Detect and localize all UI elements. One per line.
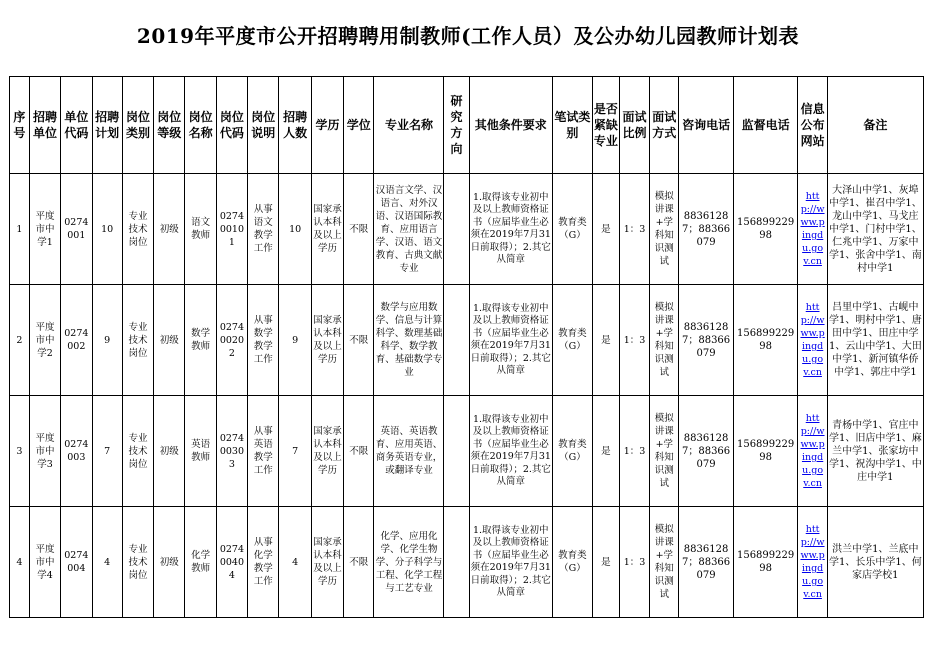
unit-cell: 平度市中学1 <box>29 174 60 285</box>
website-cell <box>798 396 827 507</box>
phone-cell: 88361287；88366079 <box>679 507 733 618</box>
column-header: 笔试类别 <box>553 77 593 174</box>
recruitment-plan-table <box>9 76 924 618</box>
desc-cell: 从事语文教学工作 <box>248 174 279 285</box>
supervise-phone-cell: 15689922998 <box>733 507 798 618</box>
column-header: 岗位说明 <box>248 77 279 174</box>
exam-type-cell: 教育类（G） <box>553 285 593 396</box>
education-cell: 国家承认本科及以上学历 <box>311 507 343 618</box>
column-header: 专业名称 <box>374 77 444 174</box>
major-cell: 汉语言文学、汉语言、对外汉语、汉语国际教育、应用语言学、汉语、语文教育、古典文献专业 <box>374 174 444 285</box>
interview-cell: 模拟讲课+学科知识测试 <box>650 174 679 285</box>
ratio-cell: 1：3 <box>619 285 649 396</box>
column-header: 岗位代码 <box>216 77 247 174</box>
website-link[interactable]: http://www.pingdu.gov.cn <box>800 413 825 489</box>
column-header: 研究方向 <box>444 77 469 174</box>
research-cell <box>444 396 469 507</box>
major-cell: 英语、英语教育、应用英语、商务英语专业，或翻译专业 <box>374 396 444 507</box>
page-title: 2019年平度市公开招聘聘用制教师(工作人员）及公办幼儿园教师计划表 <box>136 24 800 48</box>
shortage-cell: 是 <box>592 396 619 507</box>
column-header: 招聘单位 <box>29 77 60 174</box>
column-header: 学位 <box>344 77 374 174</box>
desc-cell: 从事英语教学工作 <box>248 396 279 507</box>
post-code-cell: 027400101 <box>216 174 247 285</box>
website-cell <box>798 285 827 396</box>
website-link[interactable]: http://www.pingdu.gov.cn <box>800 191 825 267</box>
column-header: 单位代码 <box>61 77 92 174</box>
phone-cell: 88361287；88366079 <box>679 396 733 507</box>
category-cell: 专业技术岗位 <box>122 507 153 618</box>
post-code-cell: 027400202 <box>216 285 247 396</box>
column-header: 岗位名称 <box>185 77 216 174</box>
table-row <box>10 507 924 618</box>
unit-code-cell: 0274002 <box>61 285 92 396</box>
exam-type-cell: 教育类（G） <box>553 174 593 285</box>
requirements-cell: 1.取得该专业初中及以上教师资格证书（应届毕业生必须在2019年7月31日前取得）；2.其它从简章 <box>469 396 553 507</box>
education-cell: 国家承认本科及以上学历 <box>311 174 343 285</box>
post-cell: 语文教师 <box>185 174 216 285</box>
column-header: 招聘人数 <box>279 77 311 174</box>
education-cell: 国家承认本科及以上学历 <box>311 396 343 507</box>
column-header: 咨询电话 <box>679 77 733 174</box>
table-row <box>10 396 924 507</box>
research-cell <box>444 174 469 285</box>
notes-cell: 洪兰中学1、兰底中学1、长乐中学1、何家店学校1 <box>827 507 923 618</box>
ratio-cell: 1：3 <box>619 507 649 618</box>
supervise-phone-cell: 15689922998 <box>733 396 798 507</box>
unit-code-cell: 0274003 <box>61 396 92 507</box>
plan-cell: 10 <box>92 174 122 285</box>
post-code-cell: 027400404 <box>216 507 247 618</box>
column-header: 序号 <box>10 77 30 174</box>
website-link[interactable]: http://www.pingdu.gov.cn <box>800 524 825 600</box>
seq-cell: 1 <box>10 174 30 285</box>
website-cell <box>798 174 827 285</box>
post-code-cell: 027400303 <box>216 396 247 507</box>
exam-type-cell: 教育类（G） <box>553 507 593 618</box>
column-header: 岗位类别 <box>122 77 153 174</box>
requirements-cell: 1.取得该专业初中及以上教师资格证书（应届毕业生必须在2019年7月31日前取得）；2.其它从简章 <box>469 174 553 285</box>
column-header: 是否紧缺专业 <box>592 77 619 174</box>
count-cell: 4 <box>279 507 311 618</box>
unit-cell: 平度市中学2 <box>29 285 60 396</box>
unit-code-cell: 0274004 <box>61 507 92 618</box>
table-row <box>10 174 924 285</box>
major-cell: 化学、应用化学、化学生物学、分子科学与工程、化学工程与工艺专业 <box>374 507 444 618</box>
count-cell: 10 <box>279 174 311 285</box>
shortage-cell: 是 <box>592 174 619 285</box>
education-cell: 国家承认本科及以上学历 <box>311 285 343 396</box>
column-header: 岗位等级 <box>154 77 185 174</box>
grade-cell: 初级 <box>154 396 185 507</box>
column-header: 面试比例 <box>619 77 649 174</box>
grade-cell: 初级 <box>154 507 185 618</box>
degree-cell: 不限 <box>344 507 374 618</box>
count-cell: 7 <box>279 396 311 507</box>
plan-cell: 9 <box>92 285 122 396</box>
notes-cell: 大泽山中学1、灰埠中学1、崔召中学1、龙山中学1、马戈庄中学1、门村中学1、仁兆中学1、万家中学1、张舍中学1、南村中学1 <box>827 174 923 285</box>
notes-cell: 吕里中学1、古岘中学1、明村中学1、唐田中学1、田庄中学1、云山中学1、大田中学1、新河镇华侨中学1、郭庄中学1 <box>827 285 923 396</box>
column-header: 面试方式 <box>650 77 679 174</box>
column-header: 招聘计划 <box>92 77 122 174</box>
supervise-phone-cell: 15689922998 <box>733 285 798 396</box>
desc-cell: 从事数学教学工作 <box>248 285 279 396</box>
post-cell: 数学教师 <box>185 285 216 396</box>
seq-cell: 2 <box>10 285 30 396</box>
requirements-cell: 1.取得该专业初中及以上教师资格证书（应届毕业生必须在2019年7月31日前取得）；2.其它从简章 <box>469 285 553 396</box>
seq-cell: 4 <box>10 507 30 618</box>
desc-cell: 从事化学教学工作 <box>248 507 279 618</box>
post-cell: 化学教师 <box>185 507 216 618</box>
category-cell: 专业技术岗位 <box>122 285 153 396</box>
grade-cell: 初级 <box>154 285 185 396</box>
research-cell <box>444 507 469 618</box>
category-cell: 专业技术岗位 <box>122 396 153 507</box>
interview-cell: 模拟讲课+学科知识测试 <box>650 396 679 507</box>
research-cell <box>444 285 469 396</box>
count-cell: 9 <box>279 285 311 396</box>
ratio-cell: 1：3 <box>619 396 649 507</box>
category-cell: 专业技术岗位 <box>122 174 153 285</box>
plan-cell: 4 <box>92 507 122 618</box>
exam-type-cell: 教育类（G） <box>553 396 593 507</box>
post-cell: 英语教师 <box>185 396 216 507</box>
interview-cell: 模拟讲课+学科知识测试 <box>650 507 679 618</box>
seq-cell: 3 <box>10 396 30 507</box>
interview-cell: 模拟讲课+学科知识测试 <box>650 285 679 396</box>
header-row <box>10 77 924 174</box>
column-header: 监督电话 <box>733 77 798 174</box>
grade-cell: 初级 <box>154 174 185 285</box>
ratio-cell: 1：3 <box>619 174 649 285</box>
degree-cell: 不限 <box>344 174 374 285</box>
unit-cell: 平度市中学3 <box>29 396 60 507</box>
website-link[interactable]: http://www.pingdu.gov.cn <box>800 302 825 378</box>
degree-cell: 不限 <box>344 285 374 396</box>
major-cell: 数学与应用数学、信息与计算科学、数理基础科学、数学教育、基础数学专业 <box>374 285 444 396</box>
unit-cell: 平度市中学4 <box>29 507 60 618</box>
column-header: 学历 <box>311 77 343 174</box>
unit-code-cell: 0274001 <box>61 174 92 285</box>
supervise-phone-cell: 15689922998 <box>733 174 798 285</box>
table-body <box>10 174 924 618</box>
shortage-cell: 是 <box>592 285 619 396</box>
plan-cell: 7 <box>92 396 122 507</box>
table-row <box>10 285 924 396</box>
notes-cell: 青杨中学1、官庄中学1、旧店中学1、麻兰中学1、张家坊中学1、祝沟中学1、中庄中学1 <box>827 396 923 507</box>
phone-cell: 88361287；88366079 <box>679 285 733 396</box>
phone-cell: 88361287；88366079 <box>679 174 733 285</box>
column-header: 备注 <box>827 77 923 174</box>
shortage-cell: 是 <box>592 507 619 618</box>
column-header: 信息公布网站 <box>798 77 827 174</box>
website-cell <box>798 507 827 618</box>
degree-cell: 不限 <box>344 396 374 507</box>
column-header: 其他条件要求 <box>469 77 553 174</box>
requirements-cell: 1.取得该专业初中及以上教师资格证书（应届毕业生必须在2019年7月31日前取得）；2.其它从简章 <box>469 507 553 618</box>
